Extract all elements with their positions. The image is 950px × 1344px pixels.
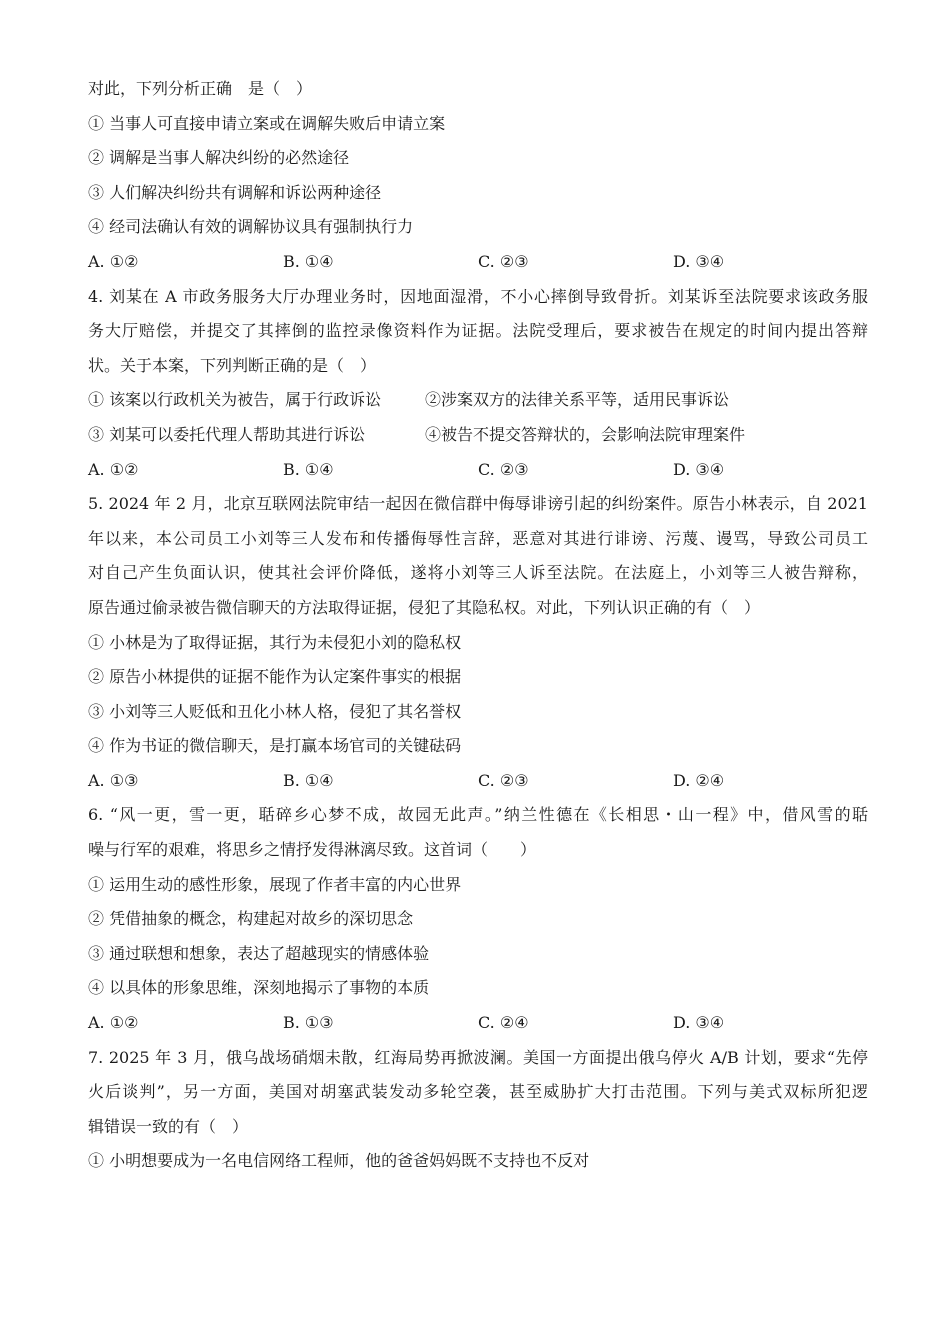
choice-d: D. ②④ bbox=[673, 770, 725, 790]
choice-d: D. ③④ bbox=[673, 459, 725, 479]
q6-choices bbox=[88, 1006, 868, 1041]
q4-item-2: ②涉案双方的法律关系平等，适用民事诉讼 bbox=[425, 390, 730, 410]
choice-b: B. ①③ bbox=[283, 1013, 334, 1033]
q5-item-1: ① 小林是为了取得证据，其行为未侵犯小刘的隐私权 bbox=[88, 632, 462, 652]
q4-item-3: ③ 刘某可以委托代理人帮助其进行诉讼 bbox=[88, 424, 366, 444]
q3-item-4: ④ 经司法确认有效的调解协议具有强制执行力 bbox=[88, 217, 414, 237]
q4-stem-line-2: 务大厅赔偿，并提交了其摔倒的监控录像资料作为证据。法院受理后，要求被告在规定的时间内提出答辩 bbox=[88, 321, 868, 341]
choice-b: B. ①④ bbox=[283, 251, 334, 271]
q5-item-3: ③ 小刘等三人贬低和丑化小林人格，侵犯了其名誉权 bbox=[88, 701, 462, 721]
choice-d: D. ③④ bbox=[673, 251, 725, 271]
q5-item-4: ④ 作为书证的微信聊天，是打赢本场官司的关键砝码 bbox=[88, 736, 462, 756]
q6-stem-line-2: 噪与行军的艰难，将思乡之情抒发得淋漓尽致。这首词（ ） bbox=[88, 840, 537, 860]
q5-stem-line-3: 对自己产生负面认识，使其社会评价降低，遂将小刘等三人诉至法院。在法庭上，小刘等三人被告辩称， bbox=[88, 563, 868, 583]
q3-choices bbox=[88, 245, 868, 280]
q4-stem-line-3: 状。关于本案，下列判断正确的是（ ） bbox=[88, 355, 377, 375]
choice-c: C. ②③ bbox=[478, 251, 529, 271]
q6-item-2: ② 凭借抽象的概念，构建起对故乡的深切思念 bbox=[88, 909, 414, 929]
q3-stem: 对此，下列分析正确 是（ ） bbox=[88, 79, 313, 98]
q6-item-4: ④ 以具体的形象思维，深刻地揭示了事物的本质 bbox=[88, 978, 430, 998]
choice-c: C. ②③ bbox=[478, 770, 529, 790]
q3-item-3: ③ 人们解决纠纷共有调解和诉讼两种途径 bbox=[88, 182, 382, 202]
q7-item-1: ① 小明想要成为一名电信网络工程师，他的爸爸妈妈既不支持也不反对 bbox=[88, 1151, 590, 1171]
q6-item-1: ① 运用生动的感性形象，展现了作者丰富的内心世界 bbox=[88, 874, 462, 894]
q5-item-2: ② 原告小林提供的证据不能作为认定案件事实的根据 bbox=[88, 667, 462, 687]
q4-choices bbox=[88, 453, 868, 488]
q4-items-row-1 bbox=[88, 383, 868, 418]
choice-a: A. ①② bbox=[88, 1013, 139, 1033]
q4-stem-line-1: 4. 刘某在 A 市政务服务大厅办理业务时，因地面湿滑，不小心摔倒导致骨折。刘某诉至法院要求该政务服 bbox=[88, 286, 868, 306]
choice-c: C. ②③ bbox=[478, 459, 529, 479]
q4-item-4: ④被告不提交答辩状的，会影响法院审理案件 bbox=[425, 424, 746, 444]
choice-a: A. ①② bbox=[88, 251, 139, 271]
choice-d: D. ③④ bbox=[673, 1013, 725, 1033]
document-page bbox=[88, 72, 868, 1179]
q5-stem-line-1: 5. 2024 年 2 月，北京互联网法院审结一起因在微信群中侮辱诽谤引起的纠纷案件。原告小林表示，自 2021 bbox=[88, 494, 868, 514]
q4-items-row-2 bbox=[88, 418, 868, 453]
choice-b: B. ①④ bbox=[283, 459, 334, 479]
choice-a: A. ①② bbox=[88, 459, 139, 479]
q3-item-1: ① 当事人可直接申请立案或在调解失败后申请立案 bbox=[88, 113, 446, 133]
q6-stem-line-1: 6. “风一更，雪一更，聒碎乡心梦不成，故园无此声。”纳兰性德在《长相思・山一程》中，借风雪的聒 bbox=[88, 805, 868, 825]
q7-stem-line-2: 火后谈判”，另一方面，美国对胡塞武装发动多轮空袭，甚至威胁扩大打击范围。下列与美式双标所犯逻 bbox=[88, 1082, 868, 1102]
choice-c: C. ②④ bbox=[478, 1013, 529, 1033]
q4-item-1: ① 该案以行政机关为被告，属于行政诉讼 bbox=[88, 390, 382, 410]
q6-item-3: ③ 通过联想和想象，表达了超越现实的情感体验 bbox=[88, 943, 430, 963]
q5-stem-line-4: 原告通过偷录被告微信聊天的方法取得证据，侵犯了其隐私权。对此，下列认识正确的有（ ） bbox=[88, 597, 761, 617]
q3-item-2: ② 调解是当事人解决纠纷的必然途径 bbox=[88, 148, 350, 168]
q5-stem-line-2: 年以来，本公司员工小刘等三人发布和传播侮辱性言辞，恶意对其进行诽谤、污蔑、谩骂，导致公司员工 bbox=[88, 528, 868, 548]
choice-a: A. ①③ bbox=[88, 770, 139, 790]
choice-b: B. ①④ bbox=[283, 770, 334, 790]
q7-stem-line-1: 7. 2025 年 3 月，俄乌战场硝烟未散，红海局势再掀波澜。美国一方面提出俄乌停火 A/B 计划，要求“先停 bbox=[88, 1047, 868, 1067]
q7-stem-line-3: 辑错误一致的有（ ） bbox=[88, 1116, 249, 1136]
q5-choices bbox=[88, 764, 868, 799]
